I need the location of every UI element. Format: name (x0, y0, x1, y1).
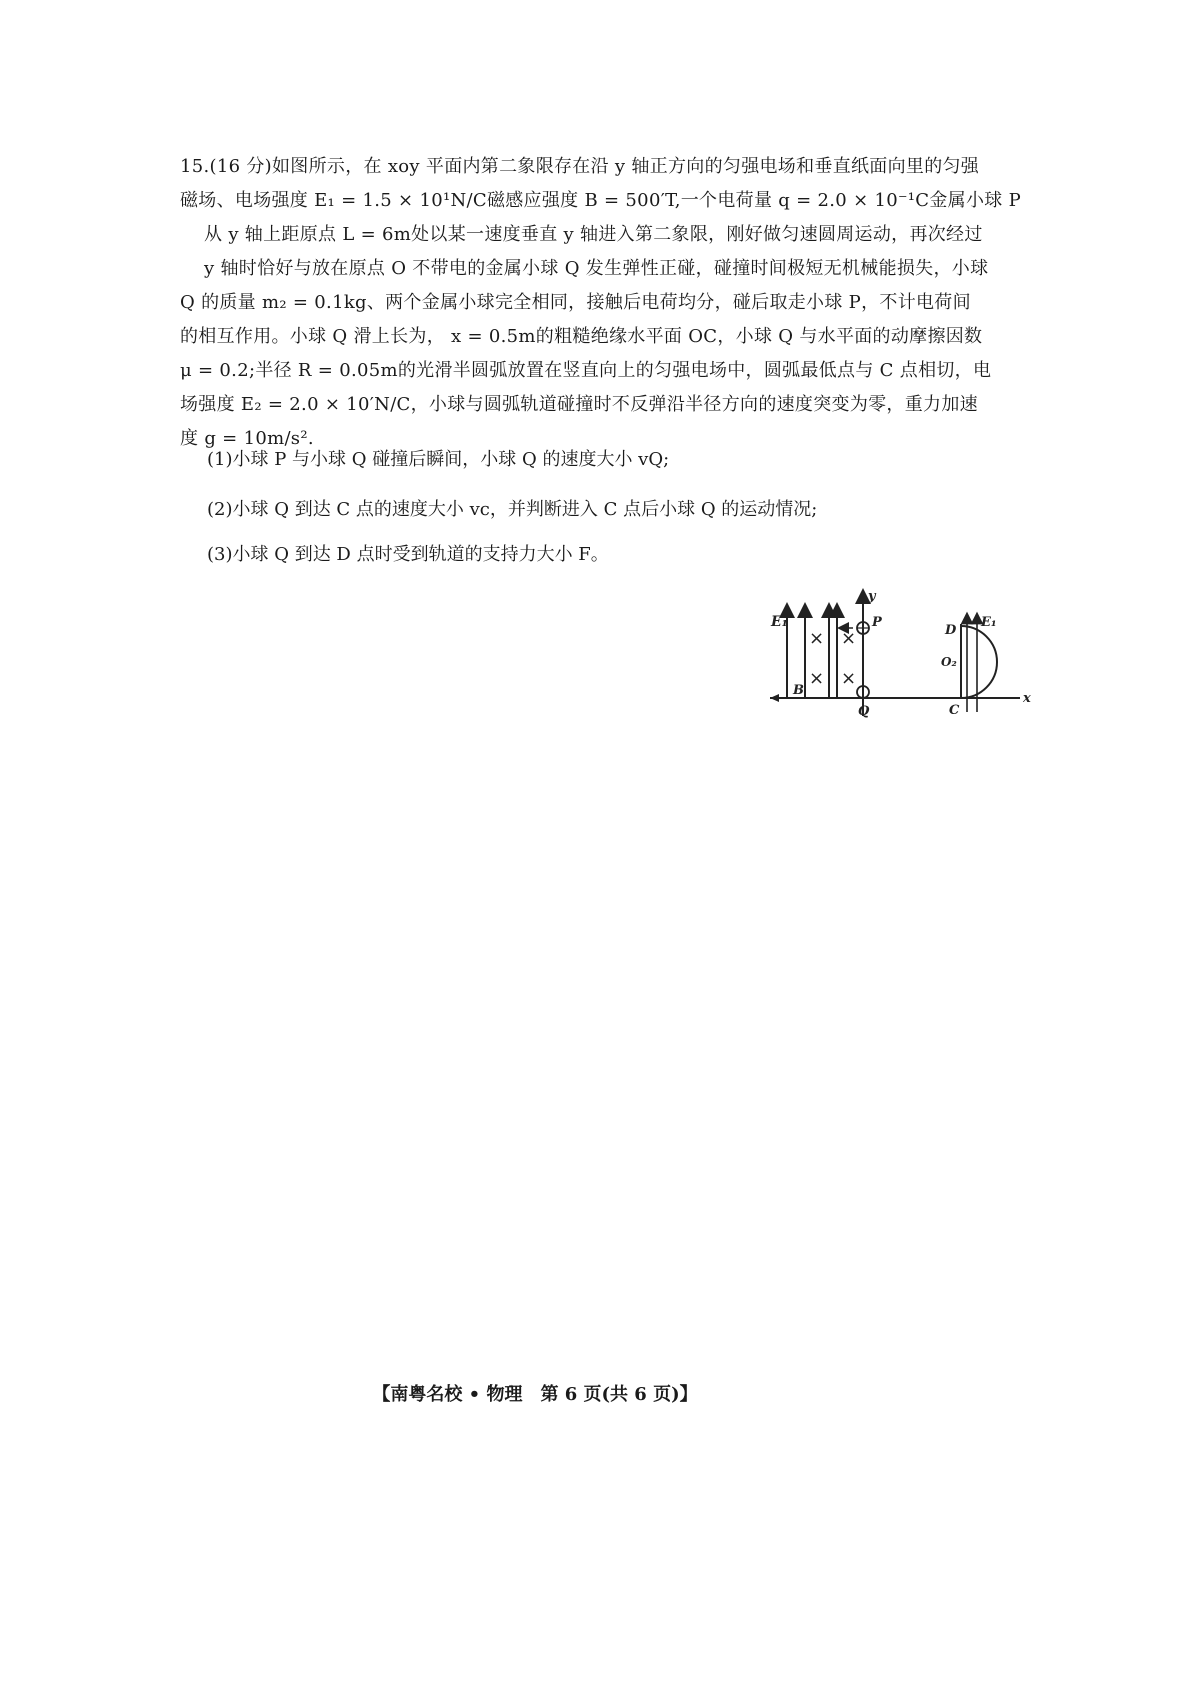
magnetic-cross: × (809, 668, 825, 689)
magnetic-cross: × (841, 628, 857, 649)
problem-line: μ = 0.2;半径 R = 0.05m的光滑半圆弧放置在竖直向上的匀强电场中，圆弧最低点与 C 点相切，电 (180, 360, 992, 381)
x-axis-left-arrow (770, 694, 779, 702)
label-x: x (1023, 691, 1031, 706)
label-y: y (868, 589, 876, 604)
physics-figure (765, 588, 1035, 718)
label-o2: O₂ (941, 655, 957, 669)
question-2: (2)小球 Q 到达 C 点的速度大小 vc，并判断进入 C 点后小球 Q 的运动情况; (207, 499, 818, 520)
problem-line: Q 的质量 m₂ = 0.1kg、两个金属小球完全相同，接触后电荷均分，碰后取走小球 P，不计电荷间 (180, 292, 971, 313)
footer-text: 【南粤名校 • 物理 第 6 页(共 6 页)】 (372, 1384, 698, 1405)
magnetic-cross: × (809, 628, 825, 649)
label-q: Q (858, 704, 870, 718)
label-d: D (945, 623, 957, 638)
question-1: (1)小球 P 与小球 Q 碰撞后瞬间，小球 Q 的速度大小 vQ; (207, 449, 670, 470)
label-c: C (949, 703, 960, 718)
problem-line: y 轴时恰好与放在原点 O 不带电的金属小球 Q 发生弹性正碰，碰撞时间极短无机械能损失，小球 (204, 258, 989, 279)
problem-line: 15.(16 分)如图所示，在 xoy 平面内第二象限存在沿 y 轴正方向的匀强电场和垂直纸面向里的匀强 (180, 156, 980, 177)
label-b: B (793, 683, 804, 698)
problem-line: 磁场、电场强度 E₁ = 1.5 × 10¹N/C磁感应强度 B = 500′T,一个电荷量 q = 2.0 × 10⁻¹C金属小球 P (180, 190, 1022, 211)
label-p: P (872, 615, 882, 630)
problem-line: 从 y 轴上距原点 L = 6m处以某一速度垂直 y 轴进入第二象限，刚好做匀速圆周运动，再次经过 (204, 224, 983, 245)
label-e-right: E₁ (981, 615, 997, 630)
page-footer (0, 1380, 1200, 1406)
question-3: (3)小球 Q 到达 D 点时受到轨道的支持力大小 F。 (207, 544, 609, 565)
problem-statement (180, 150, 1030, 456)
problem-line: 场强度 E₂ = 2.0 × 10′N/C，小球与圆弧轨道碰撞时不反弹沿半径方向的速度突变为零，重力加速 (180, 394, 978, 415)
magnetic-cross: × (841, 668, 857, 689)
problem-line: 的相互作用。小球 Q 滑上长为， x = 0.5m的粗糙绝缘水平面 OC，小球 Q 与水平面的动摩擦因数 (180, 326, 983, 347)
problem-line: 度 g = 10m/s². (180, 428, 314, 449)
label-e1: E₁ (771, 614, 788, 630)
field-diagram (765, 588, 1035, 718)
